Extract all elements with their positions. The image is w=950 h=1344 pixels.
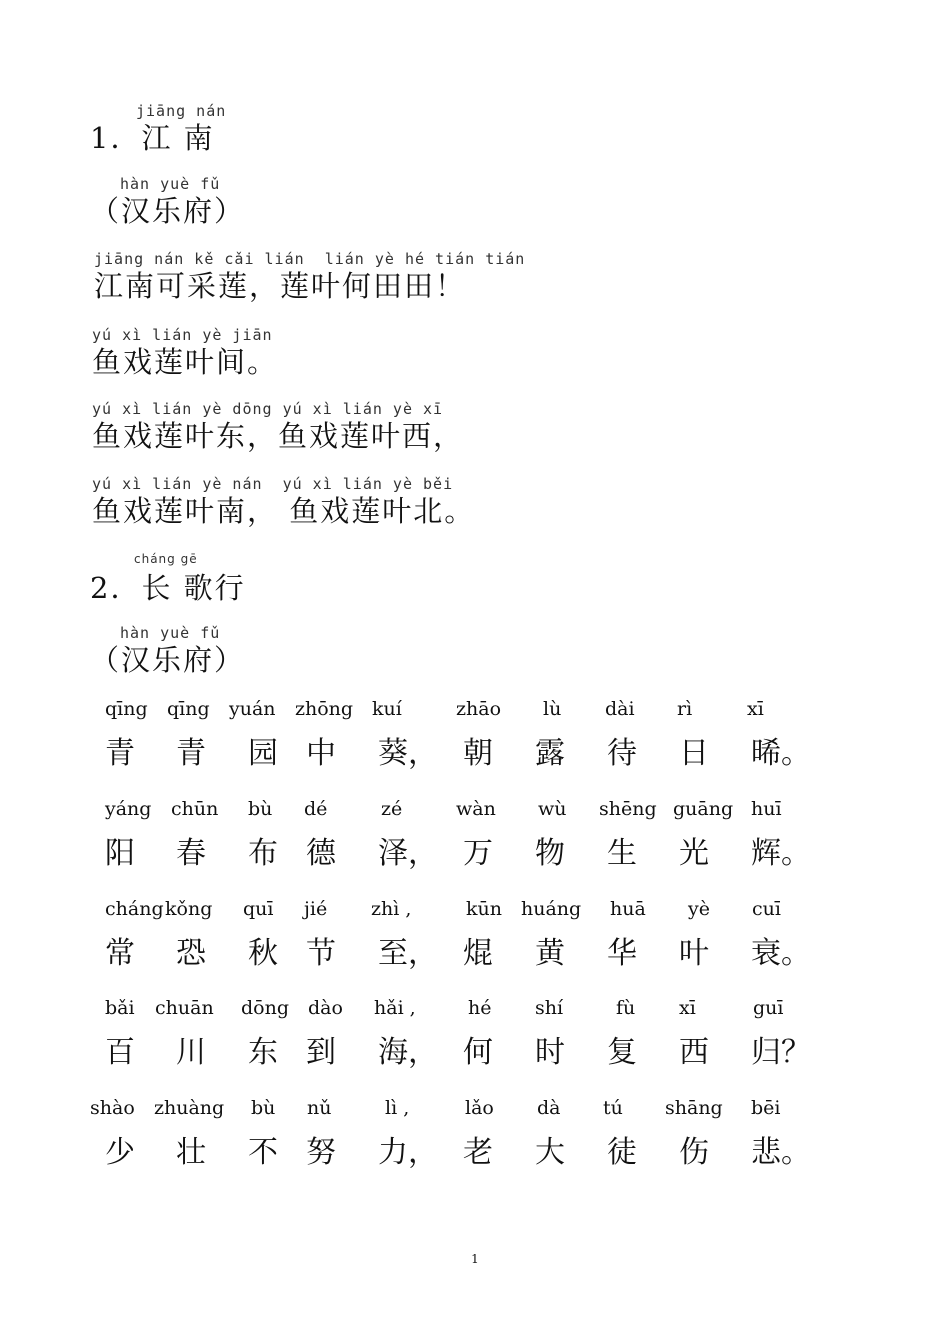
hanzi-text: 川 (176, 1035, 206, 1070)
pinyin-text: dé (304, 798, 328, 820)
poem2-row-3 (0, 898, 950, 978)
pinyin-text: shēng (599, 798, 657, 820)
poem1-line-1-pinyin: jiāng nán kě cǎi lián lián yè hé tián tián (94, 250, 526, 268)
hanzi-text: 叶 (679, 936, 709, 971)
poem1-line-2-text: 鱼戏莲叶间。 (92, 345, 279, 379)
pinyin-text: chuān (155, 997, 214, 1019)
hanzi-text: 青 (105, 736, 135, 771)
pinyin-text: hǎi , (374, 997, 416, 1019)
hanzi-text: 努 (306, 1135, 336, 1170)
hanzi-text: 华 (607, 936, 637, 971)
hanzi-text: 何 (463, 1035, 493, 1070)
poem1-line-3 (0, 400, 950, 480)
hanzi-text: 晞。 (751, 736, 811, 771)
hanzi-text: 伤 (679, 1135, 709, 1170)
pinyin-text: chūn (171, 798, 219, 820)
pinyin-text: zhōng (295, 698, 354, 720)
poem2-author-text: （汉乐府） (90, 643, 246, 677)
pinyin-text: bù (248, 798, 273, 820)
hanzi-text: 归？ (751, 1035, 811, 1070)
hanzi-text: 园 (248, 736, 278, 771)
pinyin-text: shí (535, 997, 564, 1019)
hanzi-text: 生 (607, 836, 637, 871)
pinyin-text: yuán (229, 698, 276, 720)
pinyin-text: huī (751, 798, 782, 820)
pinyin-text: jié (304, 898, 328, 920)
hanzi-text: 阳 (105, 836, 135, 871)
poem1-line-4-pinyin: yú xì lián yè nán yú xì lián yè běi (92, 475, 454, 493)
poem1-author (0, 175, 950, 255)
pinyin-text: dōng (241, 997, 290, 1019)
pinyin-text: guī (753, 997, 784, 1019)
hanzi-text: 常 (105, 936, 135, 971)
poem2-row-5 (0, 1097, 950, 1177)
pinyin-text: xī (747, 698, 764, 720)
hanzi-text: 泽， (378, 836, 438, 871)
hanzi-text: 到 (306, 1035, 336, 1070)
hanzi-text: 恐 (176, 936, 206, 971)
poem1-line-4 (0, 475, 950, 555)
hanzi-text: 壮 (176, 1135, 206, 1170)
pinyin-text: shāng (665, 1097, 723, 1119)
hanzi-text: 少 (105, 1135, 135, 1170)
pinyin-text: kūn (466, 898, 502, 920)
pinyin-text: lǎo (465, 1097, 494, 1119)
pinyin-text: nǔ (307, 1097, 332, 1119)
poem1-author-text: （汉乐府） (90, 194, 246, 228)
hanzi-text: 葵， (378, 736, 438, 771)
hanzi-text: 衰。 (751, 936, 811, 971)
hanzi-text: 西 (679, 1035, 709, 1070)
hanzi-text: 复 (607, 1035, 637, 1070)
poem1-title-text: 1．江 南 (90, 121, 215, 155)
pinyin-text: lì , (385, 1097, 410, 1119)
poem2-row-1 (0, 698, 950, 778)
poem2-row-2 (0, 798, 950, 878)
pinyin-text: hé (468, 997, 492, 1019)
poem1-line-1 (0, 250, 950, 330)
pinyin-text: dào (308, 997, 343, 1019)
poem2-author (0, 624, 950, 704)
hanzi-text: 节 (306, 936, 336, 971)
poem2-row-4 (0, 997, 950, 1077)
hanzi-text: 万 (463, 836, 493, 871)
pinyin-text: zhuàng (154, 1097, 225, 1119)
poem2-title (0, 552, 950, 632)
poem1-line-4-text: 鱼戏莲叶南， 鱼戏莲叶北。 (92, 494, 476, 528)
pinyin-text: wù (538, 798, 567, 820)
pinyin-text: yè (688, 898, 710, 920)
hanzi-text: 中 (306, 736, 336, 771)
hanzi-text: 秋 (248, 936, 278, 971)
hanzi-text: 东 (248, 1035, 278, 1070)
pinyin-text: zé (381, 798, 403, 820)
pinyin-text: kǒng (165, 898, 213, 920)
pinyin-text: rì (677, 698, 693, 720)
pinyin-text: cháng (105, 898, 164, 920)
hanzi-text: 露 (535, 736, 565, 771)
pinyin-text: kuí (372, 698, 402, 720)
hanzi-text: 海， (378, 1035, 438, 1070)
poem1-line-3-text: 鱼戏莲叶东，鱼戏莲叶西， (92, 419, 465, 453)
pinyin-text: qīng (105, 698, 148, 720)
hanzi-text: 青 (176, 736, 206, 771)
poem1-line-1-text: 江南可采莲，莲叶何田田！ (94, 269, 467, 303)
hanzi-text: 徒 (607, 1135, 637, 1170)
poem1-line-2 (0, 326, 950, 406)
poem2-title-pinyin: cháng gē (134, 552, 198, 566)
hanzi-text: 光 (679, 836, 709, 871)
pinyin-text: wàn (456, 798, 496, 820)
pinyin-text: bù (251, 1097, 276, 1119)
poem2-title-text: 2．长 歌行 (90, 571, 246, 605)
pinyin-text: zhì , (371, 898, 412, 920)
hanzi-text: 力， (378, 1135, 438, 1170)
pinyin-text: xī (679, 997, 696, 1019)
pinyin-text: guāng (673, 798, 734, 820)
hanzi-text: 老 (463, 1135, 493, 1170)
poem1-line-2-pinyin: yú xì lián yè jiān (92, 326, 273, 344)
pinyin-text: lù (543, 698, 562, 720)
page-number: 1 (471, 1252, 479, 1266)
poem1-title (0, 102, 950, 182)
hanzi-text: 黄 (535, 936, 565, 971)
pinyin-text: tú (603, 1097, 623, 1119)
pinyin-text: dà (537, 1097, 561, 1119)
pinyin-text: quī (243, 898, 274, 920)
hanzi-text: 春 (176, 836, 206, 871)
hanzi-text: 日 (679, 736, 709, 771)
pinyin-text: cuī (752, 898, 781, 920)
hanzi-text: 德 (306, 836, 336, 871)
pinyin-text: dài (605, 698, 635, 720)
pinyin-text: huā (610, 898, 646, 920)
hanzi-text: 大 (535, 1135, 565, 1170)
poem1-title-pinyin: jiāng nán (136, 102, 227, 120)
pinyin-text: shào (90, 1097, 135, 1119)
poem1-line-3-pinyin: yú xì lián yè dōng yú xì lián yè xī (92, 400, 444, 418)
hanzi-text: 朝 (463, 736, 493, 771)
hanzi-text: 不 (248, 1135, 278, 1170)
hanzi-text: 时 (535, 1035, 565, 1070)
hanzi-text: 布 (248, 836, 278, 871)
pinyin-text: zhāo (456, 698, 502, 720)
hanzi-text: 悲。 (751, 1135, 811, 1170)
hanzi-text: 百 (105, 1035, 135, 1070)
poem2-author-pinyin: hàn yuè fǔ (120, 624, 221, 642)
hanzi-text: 辉。 (751, 836, 811, 871)
hanzi-text: 待 (607, 736, 637, 771)
poem1-author-pinyin: hàn yuè fǔ (120, 175, 221, 193)
pinyin-text: yáng (105, 798, 152, 820)
hanzi-text: 至， (378, 936, 438, 971)
hanzi-text: 物 (535, 836, 565, 871)
pinyin-text: huáng (521, 898, 582, 920)
pinyin-text: bēi (751, 1097, 781, 1119)
pinyin-text: qīng (167, 698, 210, 720)
pinyin-text: fù (616, 997, 636, 1019)
hanzi-text: 焜 (463, 936, 493, 971)
pinyin-text: bǎi (105, 997, 135, 1019)
